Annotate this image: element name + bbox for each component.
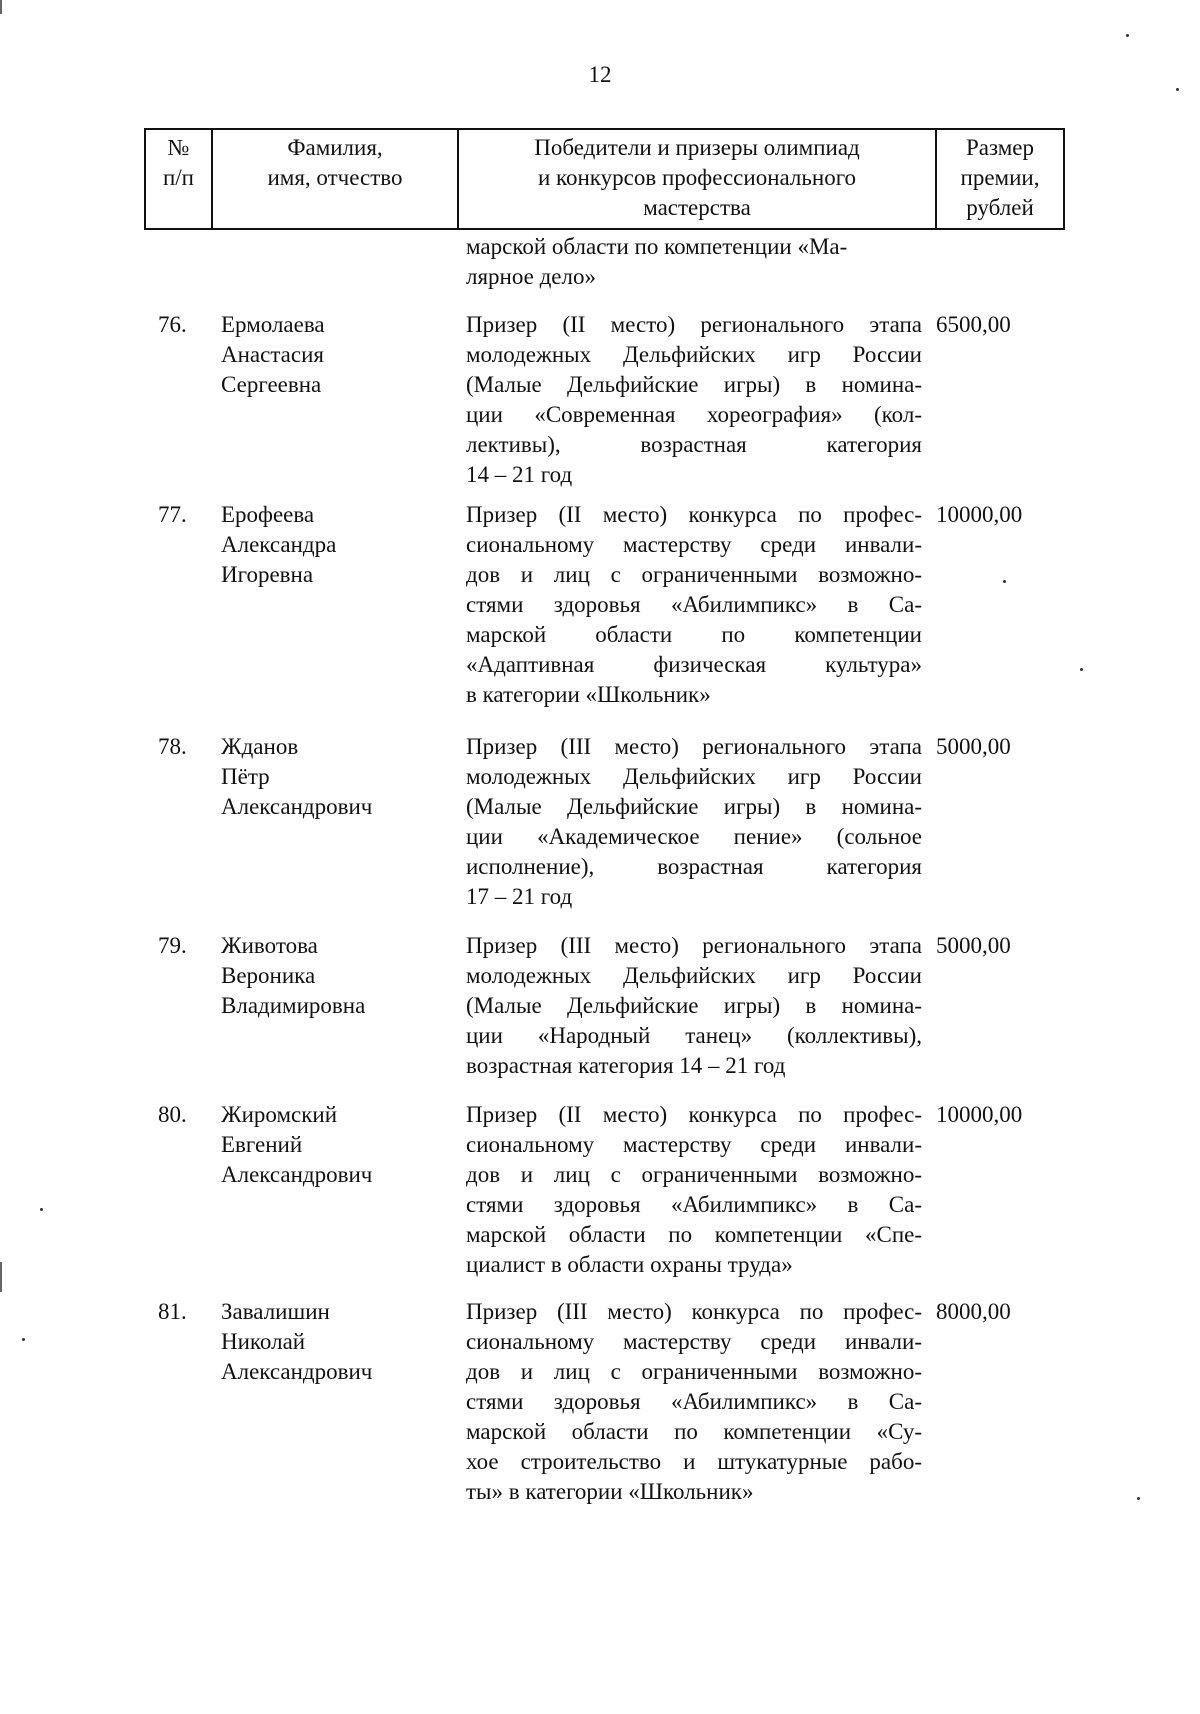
desc-line: «Адаптивная физическая культура» bbox=[466, 652, 922, 677]
desc-line: исполнение), возрастная категория bbox=[466, 854, 922, 879]
desc-line: Призер (II место) конкурса по профес- bbox=[466, 1102, 922, 1127]
desc-line: сиональному мастерству среди инвали- bbox=[466, 1329, 922, 1354]
scan-speck bbox=[1080, 668, 1083, 671]
scan-speck bbox=[40, 1208, 43, 1211]
row-number: 77. bbox=[158, 502, 187, 527]
achievement-description bbox=[466, 310, 922, 490]
scan-edge-mark bbox=[0, 1262, 2, 1292]
desc-line: Призер (III место) конкурса по профес- bbox=[466, 1299, 922, 1324]
continuation-line: марской области по компетенции «Ма- bbox=[466, 234, 848, 259]
recipient-name bbox=[221, 310, 441, 400]
desc-line: сиональному мастерству среди инвали- bbox=[466, 1132, 922, 1157]
header-line: № bbox=[167, 135, 190, 160]
desc-line: молодежных Дельфийских игр России bbox=[466, 342, 922, 367]
recipient-name bbox=[221, 500, 441, 590]
desc-line: марской области по компетенции «Су- bbox=[466, 1419, 922, 1444]
row-number: 78. bbox=[158, 734, 187, 759]
page-number: 12 bbox=[588, 62, 612, 87]
row-number: 76. bbox=[158, 312, 187, 337]
name-line: Ермолаева bbox=[221, 312, 325, 337]
header-line: п/п bbox=[162, 165, 194, 190]
name-line: Александрович bbox=[221, 794, 373, 819]
desc-line: Призер (II место) регионального этапа bbox=[466, 312, 922, 337]
row-number: 81. bbox=[158, 1299, 187, 1324]
desc-line: дов и лиц с ограниченными возможно- bbox=[466, 1162, 922, 1187]
header-line: рублей bbox=[966, 195, 1034, 220]
name-line: Владимировна bbox=[221, 993, 366, 1018]
recipient-name bbox=[221, 1100, 441, 1190]
header-line: имя, отчество bbox=[267, 165, 403, 190]
recipient-name bbox=[221, 732, 441, 822]
desc-line: (Малые Дельфийские игры) в номина- bbox=[466, 794, 922, 819]
achievement-description bbox=[466, 1100, 922, 1280]
header-line: Размер bbox=[965, 135, 1035, 160]
header-col-description bbox=[459, 130, 937, 228]
desc-line: стями здоровья «Абилимпикс» в Са- bbox=[466, 1192, 922, 1217]
prize-amount: 8000,00 bbox=[936, 1299, 1011, 1324]
name-line: Сергеевна bbox=[221, 372, 322, 397]
prize-amount: 6500,00 bbox=[936, 312, 1011, 337]
name-line: Жданов bbox=[221, 734, 299, 759]
desc-line: дов и лиц с ограниченными возможно- bbox=[466, 562, 922, 587]
desc-line: сиональному мастерству среди инвали- bbox=[466, 532, 922, 557]
desc-line: ции «Народный танец» (коллективы), bbox=[466, 1023, 922, 1048]
desc-line: стями здоровья «Абилимпикс» в Са- bbox=[466, 1389, 922, 1414]
desc-line: (Малые Дельфийские игры) в номина- bbox=[466, 993, 922, 1018]
desc-line: Призер (III место) регионального этапа bbox=[466, 933, 922, 958]
desc-line: циалист в области охраны труда» bbox=[466, 1252, 793, 1277]
row-number: 79. bbox=[158, 933, 187, 958]
recipient-name bbox=[221, 1297, 441, 1387]
name-line: Животова bbox=[221, 933, 318, 958]
name-line: Александрович bbox=[221, 1359, 373, 1384]
name-line: Жиромский bbox=[221, 1102, 338, 1127]
achievement-description bbox=[466, 500, 922, 710]
desc-line: молодежных Дельфийских игр России bbox=[466, 963, 922, 988]
header-line: Фамилия, bbox=[287, 135, 383, 160]
desc-line: Призер (III место) регионального этапа bbox=[466, 734, 922, 759]
header-col-amount bbox=[937, 130, 1063, 228]
prize-amount: 5000,00 bbox=[936, 734, 1011, 759]
recipient-name bbox=[221, 931, 441, 1021]
scan-speck bbox=[1126, 34, 1129, 37]
desc-line: марской области по компетенции bbox=[466, 622, 922, 647]
name-line: Александра bbox=[221, 532, 337, 557]
desc-line: ты» в категории «Школьник» bbox=[466, 1479, 754, 1504]
scan-edge-mark bbox=[0, 0, 2, 14]
continuation-text bbox=[466, 232, 922, 292]
name-line: Пётр bbox=[221, 764, 270, 789]
row-number: 80. bbox=[158, 1102, 187, 1127]
desc-line: марской области по компетенции «Спе- bbox=[466, 1222, 922, 1247]
achievement-description bbox=[466, 732, 922, 912]
prize-amount: 10000,00 bbox=[936, 502, 1023, 527]
header-line: и конкурсов профессионального bbox=[537, 165, 857, 190]
name-line: Александрович bbox=[221, 1162, 373, 1187]
scan-speck bbox=[22, 1338, 25, 1341]
desc-line: дов и лиц с ограниченными возможно- bbox=[466, 1359, 922, 1384]
header-line: мастерства bbox=[643, 195, 751, 220]
header-line: премии, bbox=[960, 165, 1040, 190]
header-col-number bbox=[146, 130, 213, 228]
name-line: Евгений bbox=[221, 1132, 303, 1157]
desc-line: (Малые Дельфийские игры) в номина- bbox=[466, 372, 922, 397]
scan-speck bbox=[1176, 88, 1179, 91]
name-line: Вероника bbox=[221, 963, 316, 988]
desc-line: 14 – 21 год bbox=[466, 462, 573, 487]
desc-line: ции «Академическое пение» (сольное bbox=[466, 824, 922, 849]
achievement-description bbox=[466, 931, 922, 1081]
achievement-description bbox=[466, 1297, 922, 1507]
name-line: Игоревна bbox=[221, 562, 314, 587]
name-line: Николай bbox=[221, 1329, 306, 1354]
desc-line: возрастная категория 14 – 21 год bbox=[466, 1053, 786, 1078]
desc-line: 17 – 21 год bbox=[466, 884, 573, 909]
header-line: Победители и призеры олимпиад bbox=[534, 135, 860, 160]
desc-line: стями здоровья «Абилимпикс» в Са- bbox=[466, 592, 922, 617]
desc-line: молодежных Дельфийских игр России bbox=[466, 764, 922, 789]
continuation-line: лярное дело» bbox=[466, 264, 596, 289]
prize-amount: 10000,00 bbox=[936, 1102, 1023, 1127]
desc-line: лективы), возрастная категория bbox=[466, 432, 922, 457]
table-header bbox=[144, 128, 1065, 230]
desc-line: хое строительство и штукатурные рабо- bbox=[466, 1449, 922, 1474]
name-line: Анастасия bbox=[221, 342, 324, 367]
name-line: Ерофеева bbox=[221, 502, 315, 527]
scan-speck bbox=[1137, 1497, 1140, 1500]
name-line: Завалишин bbox=[221, 1299, 330, 1324]
desc-line: Призер (II место) конкурса по профес- bbox=[466, 502, 922, 527]
prize-amount: 5000,00 bbox=[936, 933, 1011, 958]
desc-line: в категории «Школьник» bbox=[466, 682, 711, 707]
desc-line: ции «Современная хореография» (кол- bbox=[466, 402, 922, 427]
scan-speck bbox=[1003, 580, 1006, 583]
header-col-name bbox=[213, 130, 459, 228]
